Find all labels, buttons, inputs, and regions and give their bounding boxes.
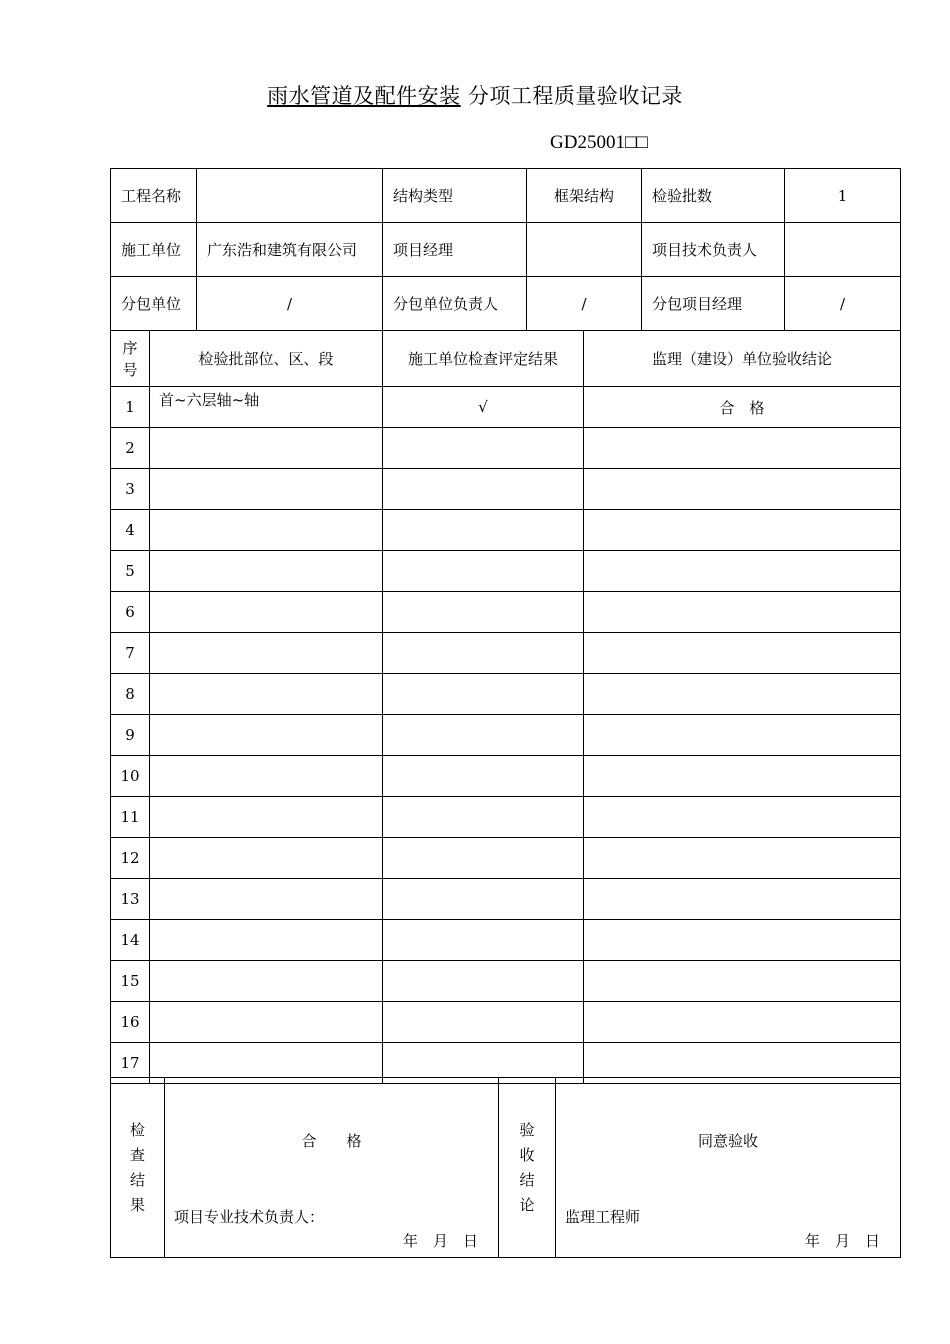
row-supervisor-conclusion: 合 格 bbox=[584, 387, 901, 428]
title-suffix: 分项工程质量验收记录 bbox=[460, 84, 683, 108]
contractor-label: 施工单位 bbox=[111, 223, 197, 277]
row-no: 8 bbox=[111, 674, 150, 715]
accept-label-char: 结 bbox=[519, 1170, 535, 1189]
row-no: 6 bbox=[111, 592, 150, 633]
row-supervisor-conclusion bbox=[584, 756, 901, 797]
row-contractor-result bbox=[383, 633, 584, 674]
row-location bbox=[150, 1002, 383, 1043]
row-location bbox=[150, 674, 383, 715]
title-item-name: 雨水管道及配件安装 bbox=[267, 84, 461, 108]
row-contractor-result bbox=[383, 961, 584, 1002]
check-signer-label: 项目专业技术负责人： bbox=[174, 1208, 325, 1226]
col-header-location: 检验批部位、区、段 bbox=[150, 331, 383, 387]
structure-type-label: 结构类型 bbox=[383, 169, 527, 223]
project-info-table bbox=[110, 168, 901, 331]
row-supervisor-conclusion bbox=[584, 838, 901, 879]
row-no: 14 bbox=[111, 920, 150, 961]
row-supervisor-conclusion bbox=[584, 961, 901, 1002]
check-result-label bbox=[111, 1078, 165, 1258]
row-location-text: 首~六层轴~轴 bbox=[159, 391, 260, 409]
table-row bbox=[111, 756, 901, 797]
sub-pm-label: 分包项目经理 bbox=[642, 277, 785, 331]
acceptance-conclusion-label bbox=[499, 1078, 556, 1258]
row-no: 3 bbox=[111, 469, 150, 510]
pm-label: 项目经理 bbox=[383, 223, 527, 277]
row-contractor-result bbox=[383, 879, 584, 920]
row-no: 17 bbox=[111, 1043, 150, 1084]
row-supervisor-conclusion bbox=[584, 428, 901, 469]
row-supervisor-conclusion bbox=[584, 633, 901, 674]
pm-value bbox=[527, 223, 642, 277]
contractor-value: 广东浩和建筑有限公司 bbox=[197, 223, 383, 277]
table-row bbox=[111, 715, 901, 756]
row-no: 2 bbox=[111, 428, 150, 469]
structure-type-value: 框架结构 bbox=[527, 169, 642, 223]
row-location bbox=[150, 715, 383, 756]
col-header-contractor-result: 施工单位检查评定结果 bbox=[383, 331, 584, 387]
row-no: 1 bbox=[111, 387, 150, 428]
col-header-no-2: 号 bbox=[122, 360, 138, 379]
row-location bbox=[150, 961, 383, 1002]
document-title bbox=[0, 80, 950, 110]
check-result-value: 合 格 bbox=[301, 1132, 362, 1150]
row-supervisor-conclusion bbox=[584, 592, 901, 633]
table-row bbox=[111, 879, 901, 920]
batch-table-header bbox=[111, 331, 901, 387]
table-row bbox=[111, 674, 901, 715]
row-contractor-result bbox=[383, 797, 584, 838]
table-row bbox=[111, 797, 901, 838]
check-date: 年 月 日 bbox=[402, 1232, 478, 1250]
table-row bbox=[111, 1002, 901, 1043]
row-location bbox=[150, 797, 383, 838]
row-supervisor-conclusion bbox=[584, 469, 901, 510]
row-contractor-result bbox=[383, 469, 584, 510]
row-no: 15 bbox=[111, 961, 150, 1002]
col-header-no-1: 序 bbox=[122, 338, 138, 357]
row-supervisor-conclusion bbox=[584, 879, 901, 920]
table-row bbox=[111, 469, 901, 510]
table-row bbox=[111, 428, 901, 469]
row-location bbox=[150, 510, 383, 551]
row-contractor-result bbox=[383, 920, 584, 961]
row-contractor-result bbox=[383, 592, 584, 633]
acceptance-result-value: 同意验收 bbox=[697, 1132, 758, 1150]
accept-label-char: 收 bbox=[519, 1145, 535, 1164]
info-row-project bbox=[111, 169, 901, 223]
row-location bbox=[150, 551, 383, 592]
row-no: 16 bbox=[111, 1002, 150, 1043]
row-location bbox=[150, 838, 383, 879]
row-supervisor-conclusion bbox=[584, 551, 901, 592]
row-no: 12 bbox=[111, 838, 150, 879]
check-label-char: 查 bbox=[129, 1145, 145, 1164]
acceptance-date: 年 月 日 bbox=[804, 1232, 880, 1250]
row-location bbox=[150, 756, 383, 797]
row-contractor-result bbox=[383, 1002, 584, 1043]
supervisor-signer-label: 监理工程师 bbox=[565, 1208, 641, 1226]
row-location bbox=[150, 879, 383, 920]
row-contractor-result bbox=[383, 510, 584, 551]
table-row bbox=[111, 551, 901, 592]
table-row bbox=[111, 387, 901, 428]
project-name-label: 工程名称 bbox=[111, 169, 197, 223]
project-name-value bbox=[197, 169, 383, 223]
row-location bbox=[150, 920, 383, 961]
row-location bbox=[150, 428, 383, 469]
row-contractor-result bbox=[383, 838, 584, 879]
tech-lead-label: 项目技术负责人 bbox=[642, 223, 785, 277]
check-label-char: 检 bbox=[129, 1120, 145, 1139]
row-no: 13 bbox=[111, 879, 150, 920]
conclusion-row bbox=[111, 1078, 901, 1258]
batch-count-label: 检验批数 bbox=[642, 169, 785, 223]
row-no: 9 bbox=[111, 715, 150, 756]
row-contractor-result bbox=[383, 715, 584, 756]
row-supervisor-conclusion bbox=[584, 797, 901, 838]
row-no: 11 bbox=[111, 797, 150, 838]
batch-table bbox=[110, 330, 901, 1084]
table-row bbox=[111, 633, 901, 674]
row-supervisor-conclusion bbox=[584, 1002, 901, 1043]
table-row bbox=[111, 510, 901, 551]
row-location bbox=[150, 592, 383, 633]
row-contractor-result bbox=[383, 674, 584, 715]
table-row bbox=[111, 920, 901, 961]
row-contractor-result bbox=[383, 756, 584, 797]
info-row-subcontractor bbox=[111, 277, 901, 331]
col-header-supervisor-conclusion: 监理（建设）单位验收结论 bbox=[584, 331, 901, 387]
form-code: GD25001□□ bbox=[550, 132, 648, 153]
accept-label-char: 验 bbox=[519, 1120, 535, 1139]
batch-count-value: 1 bbox=[785, 169, 901, 223]
conclusion-table bbox=[110, 1077, 901, 1258]
row-supervisor-conclusion bbox=[584, 920, 901, 961]
row-contractor-result: √ bbox=[383, 387, 584, 428]
row-contractor-result bbox=[383, 428, 584, 469]
check-label-char: 果 bbox=[129, 1195, 145, 1214]
table-row bbox=[111, 592, 901, 633]
row-contractor-result bbox=[383, 551, 584, 592]
row-no: 4 bbox=[111, 510, 150, 551]
table-row bbox=[111, 961, 901, 1002]
row-location bbox=[150, 633, 383, 674]
accept-label-char: 论 bbox=[519, 1195, 535, 1214]
row-location bbox=[150, 387, 383, 428]
row-supervisor-conclusion bbox=[584, 510, 901, 551]
row-no: 7 bbox=[111, 633, 150, 674]
info-row-contractor bbox=[111, 223, 901, 277]
check-label-char: 结 bbox=[129, 1170, 145, 1189]
sub-label: 分包单位 bbox=[111, 277, 197, 331]
row-supervisor-conclusion bbox=[584, 715, 901, 756]
row-no: 10 bbox=[111, 756, 150, 797]
sub-pm-value: / bbox=[785, 277, 901, 331]
col-header-no bbox=[111, 331, 150, 387]
row-no: 5 bbox=[111, 551, 150, 592]
table-row bbox=[111, 838, 901, 879]
row-location bbox=[150, 469, 383, 510]
tech-lead-value bbox=[785, 223, 901, 277]
acceptance-conclusion-cell bbox=[556, 1078, 901, 1258]
sub-lead-value: / bbox=[527, 277, 642, 331]
check-result-cell bbox=[165, 1078, 499, 1258]
row-supervisor-conclusion bbox=[584, 674, 901, 715]
sub-lead-label: 分包单位负责人 bbox=[383, 277, 527, 331]
sub-value: / bbox=[197, 277, 383, 331]
